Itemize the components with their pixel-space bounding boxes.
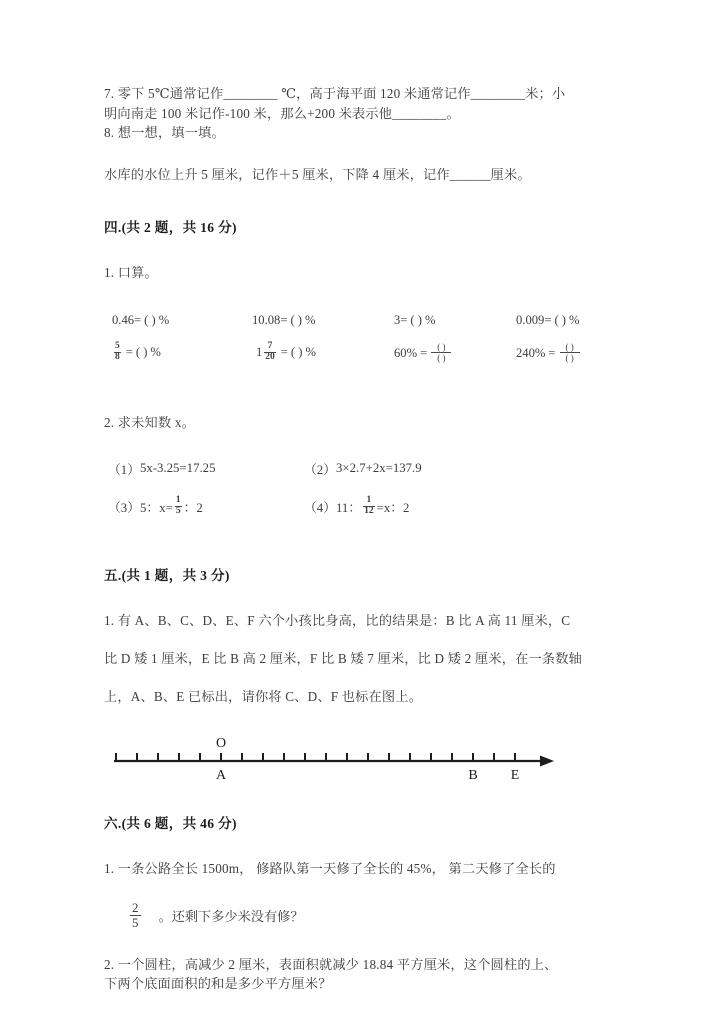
section-four-q2-prompt: 2. 求未知数 x。 <box>104 414 196 430</box>
fraction-seven-twentieths <box>264 342 276 363</box>
oral-calc-unit-1: % <box>158 312 170 327</box>
section-six-q1-tail: 。还剩下多少米没有修？ <box>158 909 304 925</box>
equation-1-text: 5x-3.25=17.25 <box>140 460 216 475</box>
fraction-numerator: ( ) <box>565 342 574 352</box>
equation-row-2 <box>104 497 620 523</box>
section-six-q1-line-1: 1. 一条公路全长 1500m， 修路队第一天修了全长的 45%， 第二天修了全长的 <box>104 860 556 876</box>
question-7-line-1: 7. 零下 5℃通常记作________ ℃，高于海平面 120 米通常记作________米；小 <box>104 86 566 101</box>
section-six-q2-line-2: 下两个底面面积的和是多少平方厘米？ <box>104 976 332 991</box>
oral-calc-left-2: 10.08= <box>252 312 288 327</box>
question-7-line-2: 明向南走 100 米记作-100 米，那么+200 米表示他________。 <box>104 105 460 121</box>
section-six-q1-fraction-group <box>128 901 304 932</box>
oral-calc-eq-5: = <box>125 345 133 360</box>
number-line-label-E: E <box>510 767 520 783</box>
equation-4-pre: 11： <box>336 501 362 516</box>
oral-calc-left-7: 60% <box>394 345 418 360</box>
oral-calc-paren-6: ( ) <box>290 345 303 360</box>
equation-row-1 <box>104 459 620 485</box>
fraction-numerator: 5 <box>115 341 120 351</box>
equation-3-pre: 5：x= <box>140 501 173 516</box>
section-five-q1-line-1: 1. 有 A、B、C、D、E、F 六个小孩比身高，比的结果是：B 比 A 高 11 厘米，C <box>104 612 571 628</box>
number-line-label-A: A <box>215 767 227 783</box>
oral-calc-paren-4: ( ) <box>554 312 566 327</box>
oral-calc-paren-3: ( ) <box>410 312 422 327</box>
fraction-denominator: 5 <box>175 505 181 516</box>
oral-calc-unit-3: % <box>424 312 436 327</box>
number-line-figure <box>104 731 620 793</box>
question-8-body: 水库的水位上升 5 厘米，记作＋5 厘米，下降 4 厘米，记作______厘米。 <box>104 166 531 182</box>
oral-calc-left-8: 240% <box>516 345 546 360</box>
section-four-heading: 四.(共 2 题，共 16 分) <box>104 219 237 235</box>
oral-calc-paren-5: ( ) <box>135 345 148 360</box>
question-8-prompt: 8. 想一想，填一填。 <box>104 125 225 140</box>
oral-calc-paren-2: ( ) <box>290 312 302 327</box>
fraction-blank-over-blank-2 <box>560 342 580 364</box>
fraction-numerator: 1 <box>366 495 372 505</box>
equation-1 <box>108 459 215 478</box>
fraction-denominator: 5 <box>132 915 139 931</box>
oral-calc-item-4 <box>516 313 580 328</box>
equation-3 <box>108 497 203 518</box>
fraction-blank-over-blank-1 <box>431 342 451 364</box>
oral-calc-item-6 <box>256 343 316 364</box>
oral-calc-unit-2: % <box>305 312 316 327</box>
oral-calc-unit-4: % <box>569 312 580 327</box>
section-six-heading: 六.(共 6 题，共 46 分) <box>104 815 237 831</box>
fraction-one-fifth <box>175 496 182 517</box>
fraction-numerator: 1 <box>175 495 181 505</box>
oral-calc-item-1 <box>112 313 169 328</box>
oral-calc-item-7 <box>394 343 452 365</box>
oral-calc-paren-1: ( ) <box>144 312 156 327</box>
fraction-denominator: 8 <box>115 351 120 362</box>
oral-calc-eq-6: = <box>280 345 288 360</box>
section-five-q1-line-3: 上，A、B、E 已标出，请你将 C、D、F 也标在图上。 <box>104 688 423 704</box>
number-line-label-O: O <box>215 735 227 751</box>
equation-3-label: （3） <box>108 501 140 516</box>
mixed-whole-part: 1 <box>256 345 263 360</box>
oral-calc-left-1: 0.46= <box>112 312 142 327</box>
equation-4-label: （4） <box>304 501 336 516</box>
number-line-label-B: B <box>468 767 478 783</box>
fraction-denominator: 20 <box>265 351 275 362</box>
equation-4-post: =x：2 <box>376 501 410 516</box>
equation-2 <box>304 459 422 478</box>
fraction-two-fifths <box>130 901 141 932</box>
oral-calc-row-1 <box>104 313 620 335</box>
equation-2-label: （2） <box>304 462 336 477</box>
fraction-five-eighths <box>114 342 121 363</box>
fraction-numerator: ( ) <box>437 342 446 352</box>
oral-calc-eq-8: = <box>548 345 556 360</box>
oral-calc-item-8 <box>516 343 581 365</box>
oral-calc-item-5 <box>112 343 161 364</box>
section-five-q1-line-2: 比 D 矮 1 厘米，E 比 B 高 2 厘米，F 比 B 矮 7 厘米，比 D 矮 2 厘米，在一条数轴 <box>104 650 583 666</box>
section-four-q1-prompt: 1. 口算。 <box>104 264 158 280</box>
fraction-one-twelfth <box>363 496 375 517</box>
oral-calc-left-3: 3= <box>394 312 408 327</box>
number-line-svg <box>104 731 620 793</box>
oral-calc-left-4: 0.009= <box>516 312 552 327</box>
oral-calc-row-2 <box>104 343 620 373</box>
fraction-numerator: 7 <box>267 341 273 351</box>
fraction-denominator: 12 <box>364 505 374 516</box>
worksheet-content <box>104 84 620 994</box>
section-five-heading: 五.(共 1 题，共 3 分) <box>104 567 230 583</box>
number-line-arrow-head <box>540 755 554 766</box>
mixed-number-one-and-seven-twentieths <box>256 343 278 364</box>
oral-calc-eq-7: = <box>420 345 428 360</box>
oral-calc-unit-5: % <box>150 345 161 360</box>
oral-calc-unit-6: % <box>305 345 316 360</box>
fraction-denominator: ( ) <box>560 352 580 363</box>
fraction-denominator: ( ) <box>431 352 451 363</box>
fraction-numerator: 2 <box>132 899 139 915</box>
equation-3-post: ：2 <box>183 501 203 516</box>
section-six-q1-line-2 <box>104 901 620 937</box>
section-six-q2-line-1: 2. 一个圆柱，高减少 2 厘米，表面积就减少 18.84 平方厘米，这个圆柱的上、 <box>104 956 558 972</box>
oral-calc-item-3 <box>394 313 435 328</box>
equation-4 <box>304 497 409 518</box>
number-line-ticks <box>116 753 515 761</box>
equation-1-label: （1） <box>108 462 140 477</box>
oral-calc-item-2 <box>252 313 316 328</box>
equation-2-text: 3×2.7+2x=137.9 <box>336 460 422 475</box>
